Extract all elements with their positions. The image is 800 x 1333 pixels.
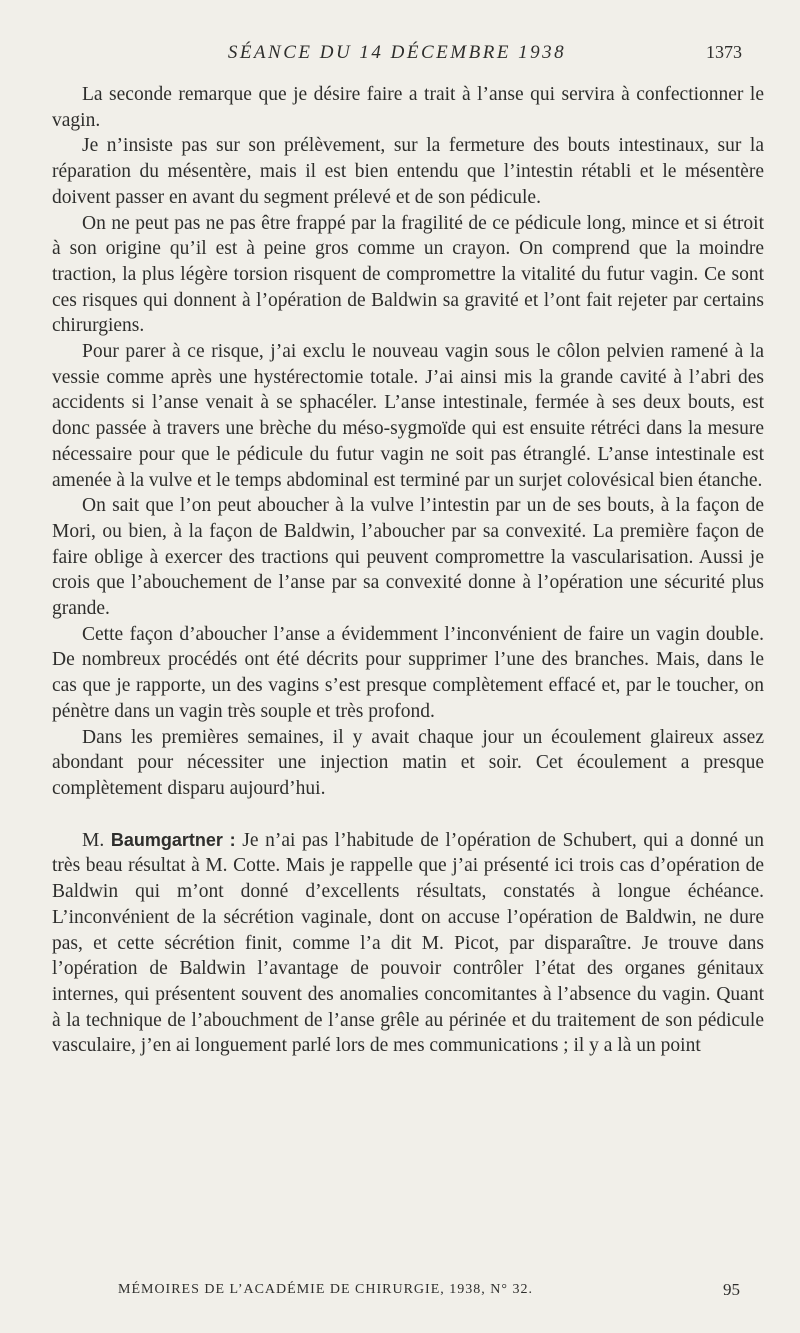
paragraph: Je n’insiste pas sur son prélèvement, sur la fermeture des bouts intestinaux, sur la réparation du mésentère, mais il est bien entendu que l’intestin rétabli et le mésentère doivent passer en avant du segment prélevé et de son pédicule. bbox=[52, 135, 764, 208]
paragraph: Pour parer à ce risque, j’ai exclu le nouveau vagin sous le côlon pelvien ramené à la vessie comme après une hystérectomie totale. J’ai ainsi mis la grande cavité à l’abri des accidents si l’anse venait à se sphacéler. L’anse intestinale, fermée à ses deux bouts, est donc passée à travers une brèche du méso-sygmoïde qui est ensuite rétréci dans la mesure nécessaire pour que le pédicule du futur vagin ne soit pas étranglé. L’anse intestinale est amenée à la vulve et le temps abdominal est terminé par un surjet colovésical bien étanche. bbox=[52, 341, 764, 491]
paragraph: Dans les premières semaines, il y avait chaque jour un écoulement glaireux assez abondant pour nécessiter une injection matin et soir. Cet écoulement a presque complètement disparu aujourd’hui. bbox=[52, 726, 764, 799]
speaker-prefix: M. bbox=[82, 829, 105, 851]
running-title: SÉANCE DU 14 DÉCEMBRE 1938 bbox=[227, 42, 567, 63]
page-number: 1373 bbox=[706, 42, 742, 62]
journal-reference: MÉMOIRES DE L’ACADÉMIE DE CHIRURGIE, 1938, N° 32. bbox=[118, 1282, 533, 1297]
article-body bbox=[52, 82, 764, 1059]
paragraph: La seconde remarque que je désire faire a trait à l’anse qui servira à confectionner le vagin. bbox=[52, 84, 764, 131]
paragraph: On ne peut pas ne pas être frappé par la fragilité de ce pédicule long, mince et si étroit à son origine qu’il est à peine gros comme un crayon. On comprend que la moindre traction, la plus légère torsion risquent de compromettre la vitalité du futur vagin. Ce sont ces risques qui donnent à l’opération de Baldwin sa gravité et l’ont fait rejeter par certains chirurgiens. bbox=[52, 212, 764, 337]
page-header bbox=[52, 42, 742, 72]
paragraph: Cette façon d’aboucher l’anse a évidemment l’inconvénient de faire un vagin double. De nombreux procédés ont été décrits pour supprimer l’une des branches. Mais, dans le cas que je rapporte, un des vagins s’est presque complètement effacé et, par le toucher, on pénètre dans un vagin très souple et très profond. bbox=[52, 623, 764, 722]
paragraph: On sait que l’on peut aboucher à la vulve l’intestin par un de ses bouts, à la façon de Mori, ou bien, à la façon de Baldwin, l’aboucher par sa convexité. La première façon de faire oblige à exercer des tractions qui peuvent compromettre la vascularisation. Aussi je crois que l’abouchement de l’anse par sa convexité donne à l’opération une sécurité plus grande. bbox=[52, 495, 764, 620]
intervention-text: Je n’ai pas l’habitude de l’opération de Schubert, qui a donné un très beau résultat à M. Cotte. Mais je rappelle que j’ai présenté ici trois cas d’opération de Baldwin qui m’ont donné d’excellents résultats, constatés à longue échéance. L’inconvénient de la sécrétion vaginale, dont on accuse l’opération de Baldwin, ne dure pas, et cette sécrétion finit, comme l’a dit M. Picot, par disparaître. Je trouve dans l’opération de Baldwin l’avantage de pouvoir contrôler l’état des organes génitaux internes, qui présentent souvent des anomalies concomitantes à l’absence du vagin. Quant à la technique de l’abouchment de l’anse grêle au périnée et du traitement de son pédicule vasculaire, j’en ai longuement parlé lors de mes communications ; il y a là un point bbox=[52, 829, 765, 1057]
page-footer bbox=[118, 1282, 740, 1306]
intervention-paragraph bbox=[52, 828, 764, 1059]
signature-number: 95 bbox=[723, 1280, 740, 1299]
speaker-name: Baumgartner : bbox=[110, 829, 236, 850]
